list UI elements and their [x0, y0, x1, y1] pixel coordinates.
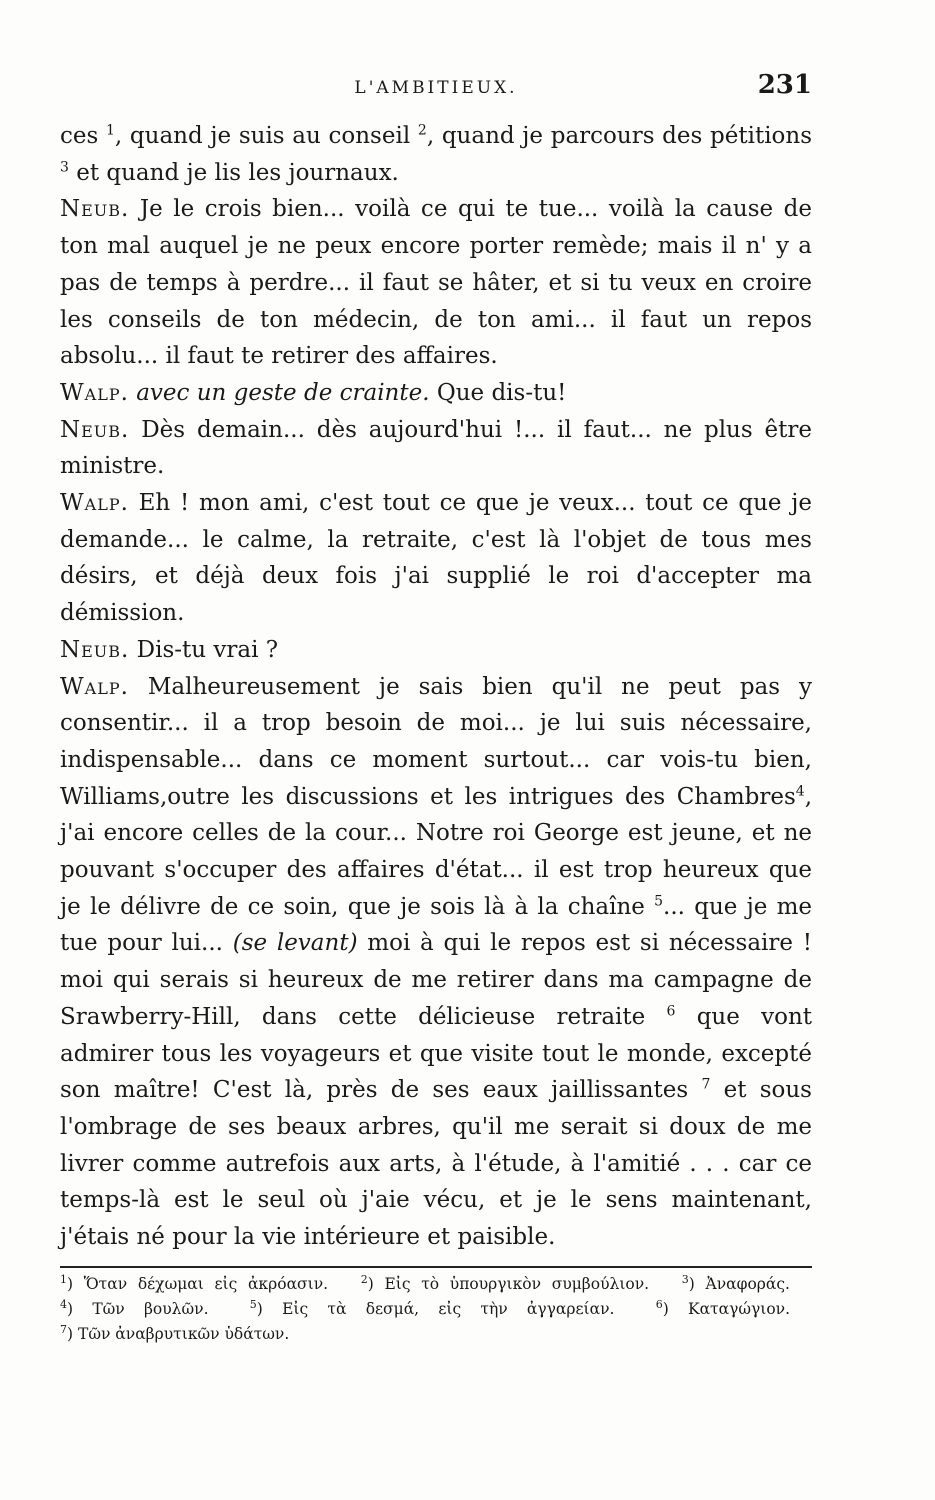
footnote-marker: 3 [60, 159, 69, 176]
footnote: $^4$) Τῶν βουλῶν. [60, 1297, 209, 1318]
speaker-name: Walp. [60, 379, 129, 406]
body-text [60, 118, 812, 1256]
text-run: Malheureusement je sais bien qu'il ne peut pas y consentir... il a trop besoin de moi... je lui suis nécessaire, indispensable... dans ce moment surtout... car vois-tu bien, Williams,outre les discussions et les intrigues des Chambres [60, 673, 812, 810]
footnote-text: Τῶν ἀναβρυτικῶν ὑδάτων. [77, 1324, 290, 1343]
footnote-number: 3 [681, 1272, 689, 1286]
footnote-marker: 5 [654, 893, 664, 910]
footnote-text: Καταγώγιον. [688, 1299, 791, 1318]
paragraph [60, 191, 812, 375]
text-run: Dis-tu vrai ? [129, 636, 279, 663]
paragraph [60, 118, 812, 191]
paragraph [60, 632, 812, 669]
footnote: $^2$) Εἰς τὸ ὑπουργικὸν συμβούλιον. [360, 1272, 650, 1293]
paragraph [60, 669, 812, 1256]
footnote-number: 2 [360, 1272, 368, 1286]
footnote-text: Εἰς τὸ ὑπουργικὸν συμβούλιον. [384, 1274, 650, 1293]
paragraph [60, 412, 812, 485]
text-run: Eh ! mon ami, c'est tout ce que je veux... tout ce que je demande... le calme, la retraite, c'est là l'objet de tous mes désirs, et déjà deux fois j'ai supplié le roi d'accepter ma démission. [60, 490, 812, 627]
speaker-name: Neub. [60, 636, 130, 663]
footnote: $^6$) Καταγώγιον. [655, 1297, 791, 1318]
stage-direction: avec un geste de crainte. [128, 379, 430, 406]
footnote: $^3$) Ἀναφοράς. [681, 1272, 790, 1293]
text-run: Je le crois bien... voilà ce qui te tue... voilà la cause de ton mal auquel je ne peux encore porter remède; mais il n' y a pas de temps à perdre... il faut se hâter, et si tu veux en croire les conseils de ton médecin, de ton ami... il faut un repos absolu... il faut te retirer des affaires. [60, 196, 812, 370]
footnote: $^1$) Ὅταν δέχωμαι εἰς ἀκρόασιν. [60, 1272, 329, 1293]
footnote-text: Ὅταν δέχωμαι εἰς ἀκρόασιν. [83, 1274, 329, 1293]
text-run: Dès demain... dès aujourd'hui !... il faut... ne plus être ministre. [60, 416, 812, 480]
running-title: L'AMBITIEUX. [354, 78, 518, 98]
footnotes [60, 1272, 812, 1347]
footnote-text: Ἀναφοράς. [705, 1274, 790, 1293]
page-number: 231 [757, 70, 812, 100]
text-run: et sous l'ombrage de ses beaux arbres, qu'il me serait si doux de me livrer comme autrefois aux arts, à l'étude, à l'amitié . . . car ce temps-là est le seul où j'aie vécu, et je le sens maintenant, j'étais né pour la vie intérieure et paisible. [60, 1077, 812, 1251]
paragraph [60, 375, 812, 412]
speaker-name: Walp. [60, 490, 129, 517]
text-run: ... que je me tue pour lui... [60, 893, 812, 957]
footnote-number: 7 [60, 1322, 67, 1336]
footnote-number: 1 [60, 1272, 67, 1286]
text-run: , quand je suis au conseil [114, 123, 418, 149]
footnote-marker: 7 [701, 1076, 711, 1093]
text-run: , j'ai encore celles de la cour... Notre roi George est jeune, et ne pouvant s'occuper des affaires d'état... il est trop heureux que je le délivre de ce soin, que je sois là à la chaîne [60, 783, 812, 920]
footnote-text: Εἰς τὰ δεσμά, εἰς τὴν ἀγγαρείαν. [282, 1299, 615, 1318]
paragraph [60, 485, 812, 632]
text-run: Que dis-tu! [429, 379, 567, 406]
footnote: $^5$) Εἰς τὰ δεσμά, εἰς τὴν ἀγγαρείαν. [249, 1297, 615, 1318]
text-run: , quand je parcours des pétitions [426, 123, 813, 149]
speaker-name: Neub. [60, 196, 130, 223]
footnote-marker: 4 [795, 783, 805, 799]
stage-direction: (se levant) [232, 930, 358, 957]
speaker-name: Walp. [60, 673, 129, 700]
footnote-number: 4 [60, 1297, 67, 1311]
footnote-number: 5 [249, 1297, 257, 1311]
text-run: et quand je lis les journaux. [68, 159, 399, 186]
footnote-text: Τῶν βουλῶν. [92, 1299, 209, 1318]
footnote-marker: 6 [666, 1003, 676, 1020]
footnote: $^7$) Τῶν ἀναβρυτικῶν ὑδάτων. [60, 1322, 290, 1343]
text-run: ces [60, 123, 106, 149]
footnote-marker: 1 [106, 122, 115, 139]
footnote-number: 6 [655, 1297, 663, 1311]
page-header [60, 70, 812, 110]
speaker-name: Neub. [60, 416, 130, 443]
text-run: moi à qui le repos est si nécessaire ! moi qui serais si heureux de me retirer dans ma campagne de Srawberry-Hill, dans cette délicieuse retraite [60, 930, 812, 1030]
text-run: que vont admirer tous les voyageurs et que visite tout le monde, excepté son maître! C'est là, près de ses eaux jaillissantes [60, 1003, 813, 1104]
footnote-marker: 2 [417, 122, 427, 139]
book-page [60, 70, 812, 1347]
footnote-rule [60, 1266, 812, 1268]
